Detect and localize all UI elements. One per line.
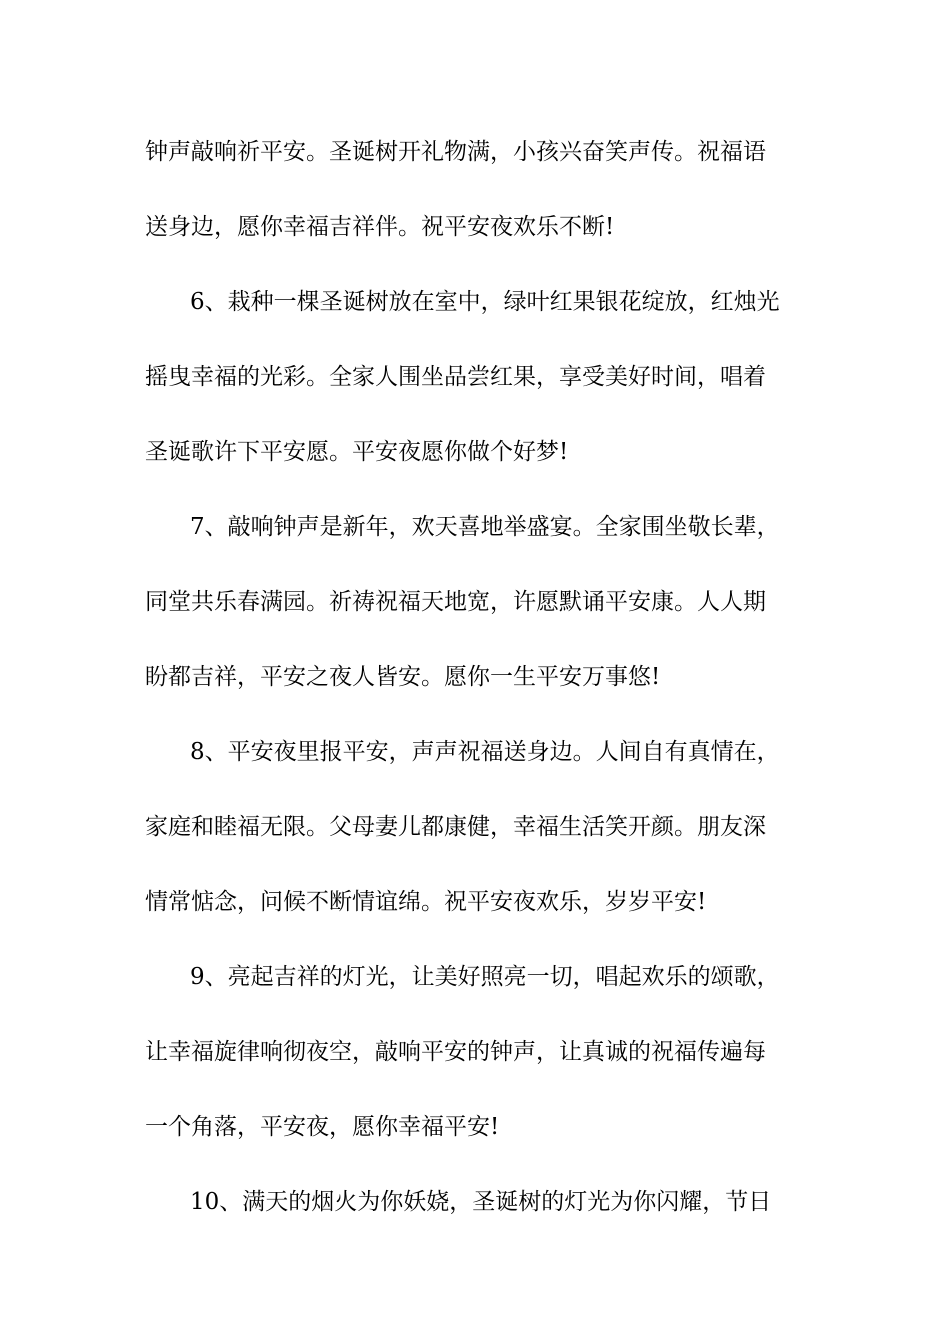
text-line-11: 情常惦念，问候不断情谊绵。祝平安夜欢乐，岁岁平安! bbox=[145, 889, 707, 915]
paragraph-7-start: 7、敲响钟声是新年，欢天喜地举盛宴。全家围坐敬长辈， bbox=[190, 514, 780, 540]
text-line-1: 钟声敲响祈平安。圣诞树开礼物满，小孩兴奋笑声传。祝福语 bbox=[145, 139, 766, 165]
paragraph-9-start: 9、亮起吉祥的灯光，让美好照亮一切，唱起欢乐的颂歌， bbox=[190, 964, 780, 990]
text-line-7: 同堂共乐春满园。祈祷祝福天地宽，许愿默诵平安康。人人期 bbox=[145, 589, 766, 615]
text-line-8: 盼都吉祥，平安之夜人皆安。愿你一生平安万事悠! bbox=[145, 664, 661, 690]
text-line-4: 摇曳幸福的光彩。全家人围坐品尝红果，享受美好时间，唱着 bbox=[145, 364, 766, 390]
paragraph-10-start: 10、满天的烟火为你妖娆，圣诞树的灯光为你闪耀，节日 bbox=[190, 1189, 772, 1215]
text-line-13: 让幸福旋律响彻夜空，敲响平安的钟声，让真诚的祝福传遍每 bbox=[145, 1039, 766, 1065]
text-line-14: 一个角落，平安夜，愿你幸福平安! bbox=[145, 1114, 500, 1140]
text-line-10: 家庭和睦福无限。父母妻儿都康健，幸福生活笑开颜。朋友深 bbox=[145, 814, 766, 840]
text-line-5: 圣诞歌许下平安愿。平安夜愿你做个好梦! bbox=[145, 439, 569, 465]
paragraph-8-start: 8、平安夜里报平安，声声祝福送身边。人间自有真情在， bbox=[190, 739, 780, 765]
text-line-2: 送身边，愿你幸福吉祥伴。祝平安夜欢乐不断! bbox=[145, 214, 615, 240]
paragraph-6-start: 6、栽种一棵圣诞树放在室中，绿叶红果银花绽放，红烛光 bbox=[190, 289, 780, 315]
